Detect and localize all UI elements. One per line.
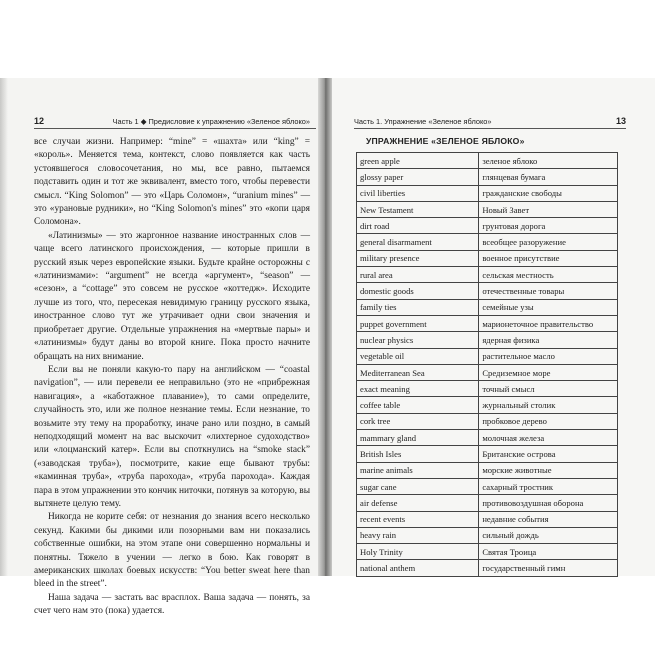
right-page-number: 13 bbox=[615, 116, 626, 126]
russian-translation-cell: сильный дождь bbox=[479, 527, 618, 543]
table-row bbox=[357, 462, 618, 478]
english-phrase-cell: vegetable oil bbox=[357, 348, 479, 364]
book-gutter bbox=[318, 78, 332, 576]
english-phrase-cell: heavy rain bbox=[357, 527, 479, 543]
table-row bbox=[357, 495, 618, 511]
left-page bbox=[0, 78, 322, 617]
english-phrase-cell: puppet government bbox=[357, 315, 479, 331]
english-phrase-cell: military presence bbox=[357, 250, 479, 266]
russian-translation-cell: отечественные товары bbox=[479, 283, 618, 299]
paragraph: Если вы не поняли какую-то пару на английском — “coastal navigation”, — или перевели ее неправильно (это не «прибрежная навигация», а «каботажное плавание»), то сами определите, случайность это, или же полное незнание темы. Если незнание, то возьмите эту тему на проработку, иначе рано или поздно, в самый неподходящий момент на вас выскочит «лихтерное судоходство» или «лоцманский катер». Если вы споткнулись на “smoke stack” («заводская труба»), посмотрите, какие еще бывают трубы: «каминная труба», «труба парохода», «труба парохода». Каждая пара в этом упражнении это кончик ниточки, потянув за которую, вы вытянете целую тему. bbox=[34, 364, 310, 509]
english-phrase-cell: Mediterranean Sea bbox=[357, 364, 479, 380]
russian-translation-cell: противовоздушная оборона bbox=[479, 495, 618, 511]
exercise-title: УПРАЖНЕНИЕ «ЗЕЛЕНОЕ ЯБЛОКО» bbox=[366, 136, 525, 146]
table-row bbox=[357, 283, 618, 299]
russian-translation-cell: точный смысл bbox=[479, 381, 618, 397]
english-phrase-cell: marine animals bbox=[357, 462, 479, 478]
english-phrase-cell: dirt road bbox=[357, 218, 479, 234]
paragraph: Никогда не корите себя: от незнания до знания всего несколько секунд. Какими бы дикими или позорными вам ни показались собственные ошибки, на этом этапе они совершенно нормальны и понятны. Тяжело в учении — легко в бою. Как говорят в американских школах боевых искусств: “You better sweat here than bleed in the street”. bbox=[34, 512, 310, 590]
english-phrase-cell: British Isles bbox=[357, 446, 479, 462]
table-row bbox=[357, 544, 618, 560]
table-row bbox=[357, 201, 618, 217]
table-row bbox=[357, 348, 618, 364]
english-phrase-cell: Holy Trinity bbox=[357, 544, 479, 560]
english-phrase-cell: cork tree bbox=[357, 413, 479, 429]
russian-translation-cell: глянцевая бумага bbox=[479, 169, 618, 185]
table-row bbox=[357, 299, 618, 315]
table-row bbox=[357, 560, 618, 576]
russian-translation-cell: семейные узы bbox=[479, 299, 618, 315]
table-row bbox=[357, 315, 618, 331]
russian-translation-cell: растительное масло bbox=[479, 348, 618, 364]
table-row bbox=[357, 169, 618, 185]
russian-translation-cell: грунтовая дорога bbox=[479, 218, 618, 234]
english-phrase-cell: civil liberties bbox=[357, 185, 479, 201]
russian-translation-cell: сельская местность bbox=[479, 267, 618, 283]
paragraph: Наша задача — застать вас врасплох. Ваша задача — понять, за счет чего нам это (пока) удается. bbox=[34, 592, 310, 617]
russian-translation-cell: марионеточное правительство bbox=[479, 315, 618, 331]
table-row bbox=[357, 478, 618, 494]
table-row bbox=[357, 267, 618, 283]
russian-translation-cell: Святая Троица bbox=[479, 544, 618, 560]
page-edge-shadow bbox=[0, 78, 8, 576]
table-row bbox=[357, 153, 618, 169]
english-phrase-cell: air defense bbox=[357, 495, 479, 511]
table-row bbox=[357, 446, 618, 462]
russian-translation-cell: недавние события bbox=[479, 511, 618, 527]
table-row bbox=[357, 185, 618, 201]
english-phrase-cell: general disarmament bbox=[357, 234, 479, 250]
table-row bbox=[357, 413, 618, 429]
english-phrase-cell: domestic goods bbox=[357, 283, 479, 299]
vocabulary-table bbox=[356, 152, 618, 577]
left-page-header bbox=[34, 115, 316, 129]
right-running-title: Часть 1. Упражнение «Зеленое яблоко» bbox=[354, 117, 492, 126]
russian-translation-cell: военное присутствие bbox=[479, 250, 618, 266]
paragraph: все случаи жизни. Например: “mine” = «шахта» или “king” = «король». Меняется тема, контекст, слово появляется как часть устоявшегося словосочетания, но мы, все равно, пытаемся подставить один и тот же эквивалент, вместо того, чтобы перевести смысл. “King Solomon” — это «Царь Соломон», “uranium mines” — это «урановые рудники», но “King Solomon's mines” это «копи царя Соломона». bbox=[34, 137, 310, 228]
open-book bbox=[0, 78, 655, 617]
table-row bbox=[357, 218, 618, 234]
left-page-number: 12 bbox=[34, 116, 45, 126]
english-phrase-cell: nuclear physics bbox=[357, 332, 479, 348]
english-phrase-cell: rural area bbox=[357, 267, 479, 283]
russian-translation-cell: молочная железа bbox=[479, 430, 618, 446]
table-row bbox=[357, 332, 618, 348]
english-phrase-cell: coffee table bbox=[357, 397, 479, 413]
english-phrase-cell: exact meaning bbox=[357, 381, 479, 397]
table-row bbox=[357, 364, 618, 380]
table-row bbox=[357, 430, 618, 446]
russian-translation-cell: ядерная физика bbox=[479, 332, 618, 348]
table-row bbox=[357, 511, 618, 527]
table-row bbox=[357, 381, 618, 397]
russian-translation-cell: морские животные bbox=[479, 462, 618, 478]
russian-translation-cell: государственный гимн bbox=[479, 560, 618, 576]
english-phrase-cell: sugar cane bbox=[357, 478, 479, 494]
english-phrase-cell: national anthem bbox=[357, 560, 479, 576]
english-phrase-cell: mammary gland bbox=[357, 430, 479, 446]
english-phrase-cell: recent events bbox=[357, 511, 479, 527]
right-page-header bbox=[354, 115, 626, 129]
table-row bbox=[357, 250, 618, 266]
vocabulary-table-body bbox=[357, 153, 618, 577]
russian-translation-cell: Средиземное море bbox=[479, 364, 618, 380]
russian-translation-cell: Новый Завет bbox=[479, 201, 618, 217]
russian-translation-cell: журнальный столик bbox=[479, 397, 618, 413]
english-phrase-cell: glossy paper bbox=[357, 169, 479, 185]
table-row bbox=[357, 397, 618, 413]
paragraph: «Латинизмы» — это жаргонное название иностранных слов — чаще всего латинского происхождения, — которые пришли в русский язык через европейские языки. Будьте крайне осторожны с «латинизмами»: “argument” не всегда «аргумент», “season” — «сезон», а “cottage” это совсем не русское «коттедж». Исходите лучше из того, что, пересекая невидимую границу русского языка, иностранное слово тут же утрачивает одни свои значения и приобретает другие. Отдельные упражнения на «мертвые пары» и «латинизмы» будут даны во второй книге. Пока просто начните обращать на них внимание. bbox=[34, 230, 310, 362]
table-row bbox=[357, 234, 618, 250]
english-phrase-cell: green apple bbox=[357, 153, 479, 169]
left-running-title: Часть 1 ◆ Предисловие к упражнению «Зеленое яблоко» bbox=[112, 117, 310, 126]
english-phrase-cell: New Testament bbox=[357, 201, 479, 217]
russian-translation-cell: Британские острова bbox=[479, 446, 618, 462]
russian-translation-cell: пробковое дерево bbox=[479, 413, 618, 429]
russian-translation-cell: всеобщее разоружение bbox=[479, 234, 618, 250]
left-body-text bbox=[34, 136, 310, 619]
right-page bbox=[330, 78, 655, 576]
russian-translation-cell: сахарный тростник bbox=[479, 478, 618, 494]
russian-translation-cell: гражданские свободы bbox=[479, 185, 618, 201]
russian-translation-cell: зеленое яблоко bbox=[479, 153, 618, 169]
english-phrase-cell: family ties bbox=[357, 299, 479, 315]
table-row bbox=[357, 527, 618, 543]
